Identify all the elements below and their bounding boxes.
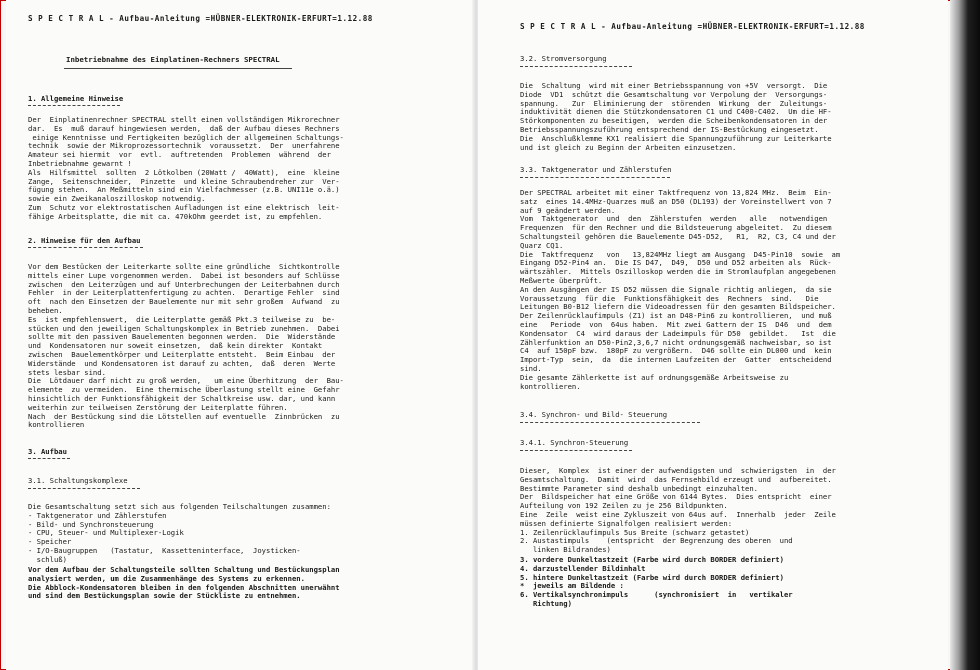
text-line: Import-Typ sein, da die internen Laufzeiten der Gatter entscheidend [520, 355, 832, 365]
text-line: linken Bildrandes) [520, 545, 611, 555]
text-line: auf 9 geändert werden. [520, 205, 616, 215]
text-line: stets lesbar sind. [28, 367, 106, 377]
text-line: Leitungen B0-B12 liefern die Videoadressen für den gesamten Bildspeicher. [520, 302, 836, 312]
scanner-dark-edge [950, 0, 980, 670]
text-line: Die Taktfrequenz von 13,824MHz liegt am Ausgang D45-Pin10 sowie am [520, 249, 841, 259]
section-2-heading: 2. Hinweise für den Aufbau [28, 236, 141, 245]
section-3-4-underline [520, 422, 700, 423]
text-line: müssen definierte Signalfolgen realisiert werden: [520, 518, 733, 528]
text-line: zwischen Bauelementkörper und Leiterplatte entsteht. Beim Einbau der [28, 349, 336, 359]
text-line: Zum Schutz vor elektrostatischen Aufladungen ist eine elektrisch leit- [28, 202, 340, 212]
text-line: Zählerfunktion an D50-Pin2,3,6,7 nicht ordnungsgemäß nachweisbar, so ist [520, 337, 832, 347]
text-line: oft nach den Einsetzen der Bauelemente nur mit sehr großem Aufwand zu [28, 297, 340, 307]
text-line: Nach der Bestückung sind die Lötstellen auf eventuelle Zinnbrücken zu [28, 411, 340, 421]
text-line: hinsichtlich der Funktionsfähigkeit der Schaltkreise usw. dar, und kann [28, 393, 336, 403]
text-line: mittels einer Lupe vorgenommen werden. Dabei ist besonders auf Schlüsse [28, 270, 340, 280]
text-line: Der SPECTRAL arbeitet mit einer Taktfrequenz von 13,824 MHz. Beim Ein- [520, 188, 832, 197]
text-line: Die Anschlußklemme KX1 realisiert die Spannungzuführung zur Leiterkarte [520, 133, 832, 143]
text-line: Es ist empfehlenswert, die Leiterplatte gemäß Pkt.3 teilweise zu be- [28, 314, 336, 324]
document-title: Inbetriebnahme des Einplatinen-Rechners SPECTRAL [66, 55, 280, 64]
section-3-3-underline [520, 177, 670, 178]
text-line: Die Schaltung wird mit einer Betriebsspannung von +5V versorgt. Die [520, 81, 828, 90]
text-line: stücken und den jeweiligen Schaltungskomplex in Betrieb zunehmen. Dabei [28, 323, 340, 333]
text-line: Amateur sei hiermit vor evtl. auftretenden Problemen während der [28, 150, 331, 160]
text-line: Als Hilfsmittel sollten 2 Lötkolben (20Watt / 40Watt), eine kleine [28, 167, 340, 177]
text-line: Vom Taktgenerator und den Zählerstufen werden alle notwendigen [520, 214, 828, 224]
text-line: Die Abblock-Kondensatoren bleiben in den folgenden Abschnitten unerwähnt [28, 582, 340, 592]
section-3-4-1-text [520, 467, 836, 555]
section-1-text [28, 116, 344, 222]
section-3-heading: 3. Aufbau [28, 447, 67, 456]
text-line: Gesamtschaltung. Damit wird das Fernsehbild erzeugt und aufbereitet. [520, 474, 832, 484]
text-line: Vor dem Bestücken der Leiterkarte sollte eine gründliche Sichtkontrolle [28, 262, 340, 271]
text-line: induktivität dienen die Stützkondensatoren C1 und C400-C402. Um die HF- [520, 107, 832, 117]
section-3-2-text [520, 82, 832, 152]
text-line: Dieser, Komplex ist einer der aufwendigsten und schwierigsten in der [520, 466, 836, 475]
text-line: Eingang D52-Pin4 an. Die IS D47, D49, D50 und D52 arbeiten als Rück- [520, 258, 832, 268]
text-line: - Bild- und Synchronsteuerung [28, 519, 154, 529]
text-line: fähige Arbeitsplatte, die mit ca. 470kOhm geerdet ist, zu empfehlen. [28, 211, 323, 221]
text-line: Der Einplatinenrechner SPECTRAL stellt einen vollständigen Mikrorechner [28, 115, 340, 124]
text-line: eine Periode von 64us haben. Mit zwei Gattern der IS D46 und dem [520, 319, 832, 329]
section-3-underline [28, 458, 70, 459]
right-page-header: S P E C T R A L - Aufbau-Anleitung =HÜBNER-ELEKTRONIK-ERFURT=1.12.88 [520, 22, 865, 31]
text-line: - Speicher [28, 537, 72, 547]
text-line: spannung. Zur Eliminierung der störenden Wirkung der Zuleitungs- [520, 98, 828, 108]
text-line: wärtszähler. Mittels Oszilloskop werden die im Stromlaufplan angegebenen [520, 267, 836, 277]
text-line: Widerstände und Kondensatoren ist darauf zu achten, daß deren Werte [28, 358, 336, 368]
section-3-3-text [520, 189, 840, 391]
text-line: - Taktgenerator und Zählerstufen [28, 510, 167, 520]
text-line: - I/O-Baugruppen (Tastatur, Kassetteninterface, Joysticken- [28, 545, 301, 555]
section-3-2-underline [520, 66, 632, 67]
section-3-4-1-heading: 3.4.1. Synchron-Steuerung [520, 438, 629, 447]
section-2-underline [28, 247, 143, 248]
text-line: Der Zeilenrücklaufimpuls (Z1) ist an D48-Pin6 zu kontrollieren, und muß [520, 311, 832, 321]
text-line: elemente zu vermeiden. Eine thermische Überlastung stellt eine Gefahr [28, 385, 340, 395]
section-3-1-text [28, 503, 331, 565]
section-3-1-underline [28, 488, 140, 489]
text-line: einige Kenntnisse und Fertigkeiten bezüglich der allgemeinen Schaltungs- [28, 132, 344, 142]
text-line: zwischen den Leiterzügen und auf Unterbrechungen der Leiterbahnen durch [28, 279, 340, 289]
text-line: Eine Zeile weist eine Zykluszeit von 64us auf. Innerhalb jeder Zeile [520, 509, 836, 519]
text-line: und Kondensatoren nur soweit einsetzen, daß kein direkter Kontakt [28, 341, 323, 351]
text-line: Inbetriebnahme gewarnt ! [28, 158, 132, 168]
text-line: * jeweils am Bildende : [520, 581, 624, 591]
section-3-1-heading: 3.1. Schaltungskomplexe [28, 476, 128, 485]
right-page [478, 0, 948, 670]
text-line: 4. darzustellender Bildinhalt [520, 563, 646, 573]
text-line: satz eines 14.4MHz-Quarzes muß an D50 (DL193) der Voreinstellwert von 7 [520, 196, 832, 206]
text-line: schluß) [28, 554, 67, 564]
text-line: analysiert werden, um die Zusammenhänge des Systems zu erkennen. [28, 573, 305, 583]
title-underline [64, 68, 292, 69]
section-3-4-heading: 3.4. Synchron- und Bild- Steuerung [520, 410, 668, 419]
text-line: sollte mit den passiven Bauelementen begonnen werden. Die Widerstände [28, 332, 336, 342]
text-line: Bestimmte Parameter sind deshalb unbedingt einzuhalten. [520, 483, 758, 493]
left-page [6, 0, 474, 670]
text-line: Vor dem Aufbau der Schaltungsteile sollten Schaltung und Bestückungsplan [28, 565, 340, 574]
text-line: 3. vordere Dunkeltastzeit (Farbe wird durch BORDER definiert) [520, 555, 784, 564]
left-page-header: S P E C T R A L - Aufbau-Anleitung =HÜBNER-ELEKTRONIK-ERFURT=1.12.88 [28, 14, 373, 23]
text-line: Richtung) [520, 598, 572, 608]
text-line: fügung stehen. An Meßmitteln sind ein Vielfachmesser (z.B. UNI11e o.ä.) [28, 185, 340, 195]
text-line: Die Gesamtschaltung setzt sich aus folgenden Teilschaltungen zusammen: [28, 502, 331, 511]
text-line: Störkomponenten zu beseitigen, werden die Scheibenkondensatoren in der [520, 116, 828, 126]
text-line: beheben. [28, 305, 63, 315]
text-line: 6. Vertikalsynchronimpuls (synchronisiert in vertikaler [520, 590, 793, 600]
text-line: 5. hintere Dunkeltastzeit (Farbe wird durch BORDER definiert) [520, 572, 784, 582]
text-line: Die gesamte Zählerkette ist auf ordnungsgemäße Arbeitsweise zu [520, 372, 789, 382]
text-line: Kondensator C4 wird daraus der Ladeimpuls für D50 gebildet. Ist die [520, 328, 836, 338]
text-line: kontrollieren. [520, 381, 581, 391]
text-line: Diode VD1 schützt die Gesamtschaltung vor Verpolung der Versorgungs- [520, 89, 828, 99]
text-line: Schaltungsteil gehören die Bauelemente D45-D52, R1, R2, C3, C4 und der [520, 231, 836, 241]
text-line: Fehler in der Leiterplattenfertigung zu achten. Derartige Fehler sind [28, 288, 340, 298]
text-line: An den Ausgängen der IS D52 müssen die Signale richtig anliegen, da sie [520, 284, 832, 294]
text-line: technik sowie der Mikroprozessortechnik voraussetzt. Der unerfahrene [28, 141, 340, 151]
text-line: sind. [520, 363, 542, 373]
section-3-3-heading: 3.3. Taktgenerator und Zählerstufen [520, 165, 672, 174]
text-line: dar. Es muß darauf hingewiesen werden, daß der Aufbau dieses Rechners [28, 123, 340, 133]
text-line: Frequenzen für den Rechner und die Bildsteuerung abgeleitet. Zu diesem [520, 223, 832, 233]
text-line: Quarz CQ1. [520, 240, 564, 250]
text-line: Voraussetzung für die Funktionsfähigkeit des Rechners sind. Die [520, 293, 819, 303]
text-line: Die Lötdauer darf nicht zu groß werden, um eine Überhitzung der Bau- [28, 376, 344, 386]
text-line: und sind dem Bestückungsplan sowie der Stückliste zu entnehmen. [28, 591, 301, 601]
text-line: 2. Austastimpuls (entspricht der Begrenzung des oberen und [520, 536, 793, 546]
section-3-1-bold-text [28, 566, 340, 601]
text-line: weiterhin zur teilweisen Zerstörung der Leiterplatte führen. [28, 402, 288, 412]
text-line: Zange, Seitenschneider, Pinzette und kleine Schraubendreher zur Ver- [28, 176, 340, 186]
section-3-4-1-underline [520, 450, 632, 451]
text-line: - CPU, Steuer- und Multiplexer-Logik [28, 528, 184, 538]
section-1-heading: 1. Allgemeine Hinweise [28, 94, 124, 103]
section-2-text [28, 263, 344, 430]
section-3-2-heading: 3.2. Stromversorgung [520, 54, 607, 63]
text-line: Aufteilung von 192 Zeilen zu je 256 Bildpunkten. [520, 501, 728, 511]
text-line: Meßwerte überprüft. [520, 275, 603, 285]
text-line: kontrollieren [28, 420, 85, 430]
text-line: Der Bildspeicher hat eine Größe von 6144 Bytes. Dies entspricht einer [520, 492, 832, 502]
text-line: C4 auf 150pF bzw. 180pF zu vergrößern. D46 sollte ein DL000 und kein [520, 346, 832, 356]
section-3-4-1-bold-text [520, 556, 793, 609]
text-line: 1. Zeilenrücklaufimpuls 5us Breite (schwarz getastet) [520, 527, 750, 537]
text-line: und ist gleich zu Beginn der Arbeiten einzusetzen. [520, 142, 737, 152]
section-1-underline [28, 105, 120, 106]
text-line: sowie ein Zweikanaloszilloskop notwendig. [28, 194, 206, 204]
text-line: Betriebsspannungszuführung entsprechend der IS-Bestückung eingesetzt. [520, 124, 819, 134]
